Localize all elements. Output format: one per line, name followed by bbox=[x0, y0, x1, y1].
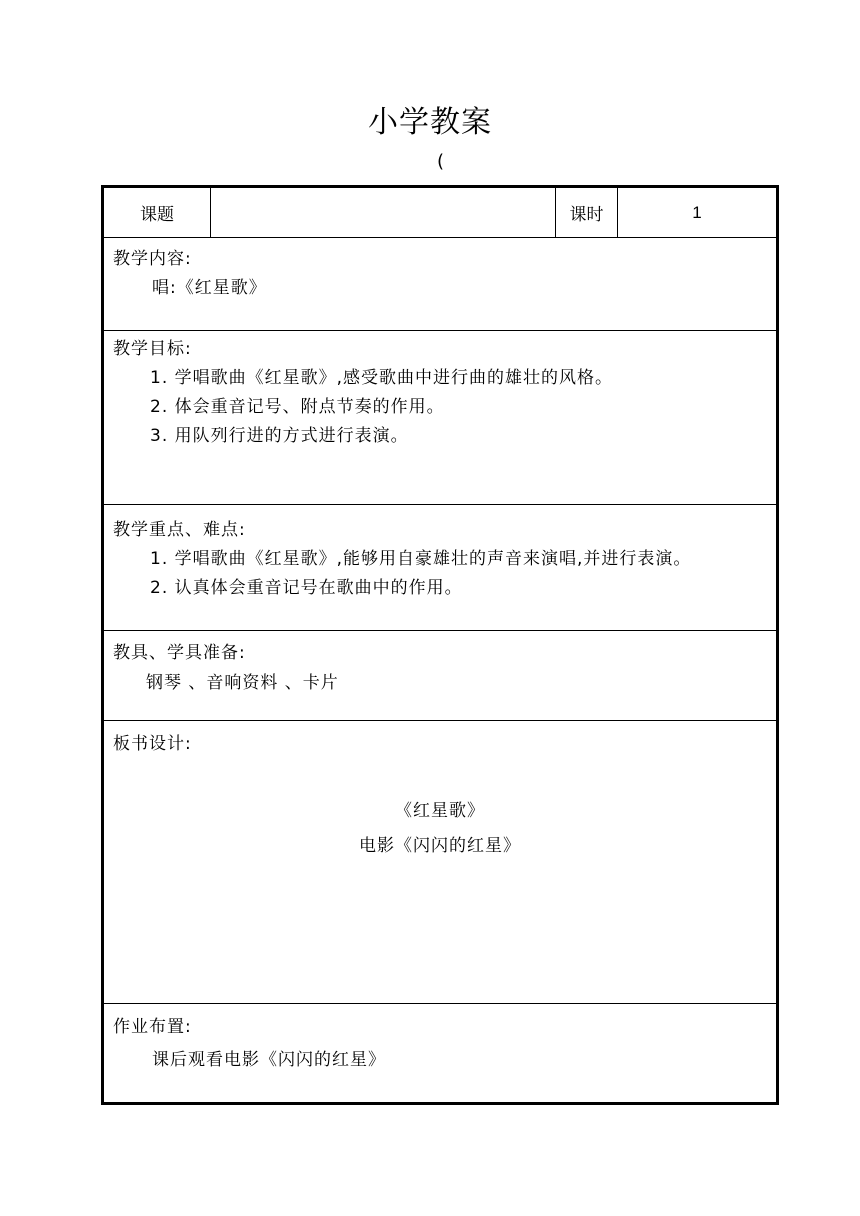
key-points-heading: 教学重点、难点: bbox=[113, 520, 246, 540]
header-row bbox=[104, 188, 776, 238]
homework-line: 课后观看电影《闪闪的红星》 bbox=[152, 1050, 386, 1070]
topic-value bbox=[211, 188, 556, 237]
period-label: 课时 bbox=[556, 188, 618, 237]
teaching-content-line: 唱:《红星歌》 bbox=[152, 278, 267, 298]
period-value: 1 bbox=[692, 202, 702, 222]
page-title: 小学教案 bbox=[368, 105, 492, 140]
teaching-tools-section bbox=[104, 631, 776, 721]
teaching-goals-heading: 教学目标: bbox=[113, 339, 192, 359]
key-point-item: 2. 认真体会重音记号在歌曲中的作用。 bbox=[150, 578, 463, 598]
page-subtitle: ( bbox=[437, 151, 445, 172]
lesson-plan-table bbox=[101, 185, 779, 1105]
teaching-goal-item: 3. 用队列行进的方式进行表演。 bbox=[150, 426, 409, 446]
homework-heading: 作业布置: bbox=[113, 1017, 192, 1037]
teaching-goals-section bbox=[104, 331, 776, 505]
teaching-goal-item: 2. 体会重音记号、附点节奏的作用。 bbox=[150, 397, 445, 417]
homework-section bbox=[104, 1004, 776, 1102]
key-points-section bbox=[104, 505, 776, 631]
teaching-tools-line: 钢琴 、音响资料 、卡片 bbox=[146, 673, 339, 693]
topic-label: 课题 bbox=[104, 188, 211, 237]
board-design-section bbox=[104, 721, 776, 1004]
board-design-heading: 板书设计: bbox=[113, 734, 192, 754]
key-point-item: 1. 学唱歌曲《红星歌》,能够用自豪雄壮的声音来演唱,并进行表演。 bbox=[150, 549, 692, 569]
teaching-content-heading: 教学内容: bbox=[113, 249, 192, 269]
board-design-title: 《红星歌》 bbox=[395, 801, 485, 821]
teaching-goal-item: 1. 学唱歌曲《红星歌》,感受歌曲中进行曲的雄壮的风格。 bbox=[150, 368, 614, 388]
teaching-tools-heading: 教具、学具准备: bbox=[113, 643, 246, 663]
board-design-subtitle: 电影《闪闪的红星》 bbox=[359, 836, 521, 856]
teaching-content-section bbox=[104, 238, 776, 331]
